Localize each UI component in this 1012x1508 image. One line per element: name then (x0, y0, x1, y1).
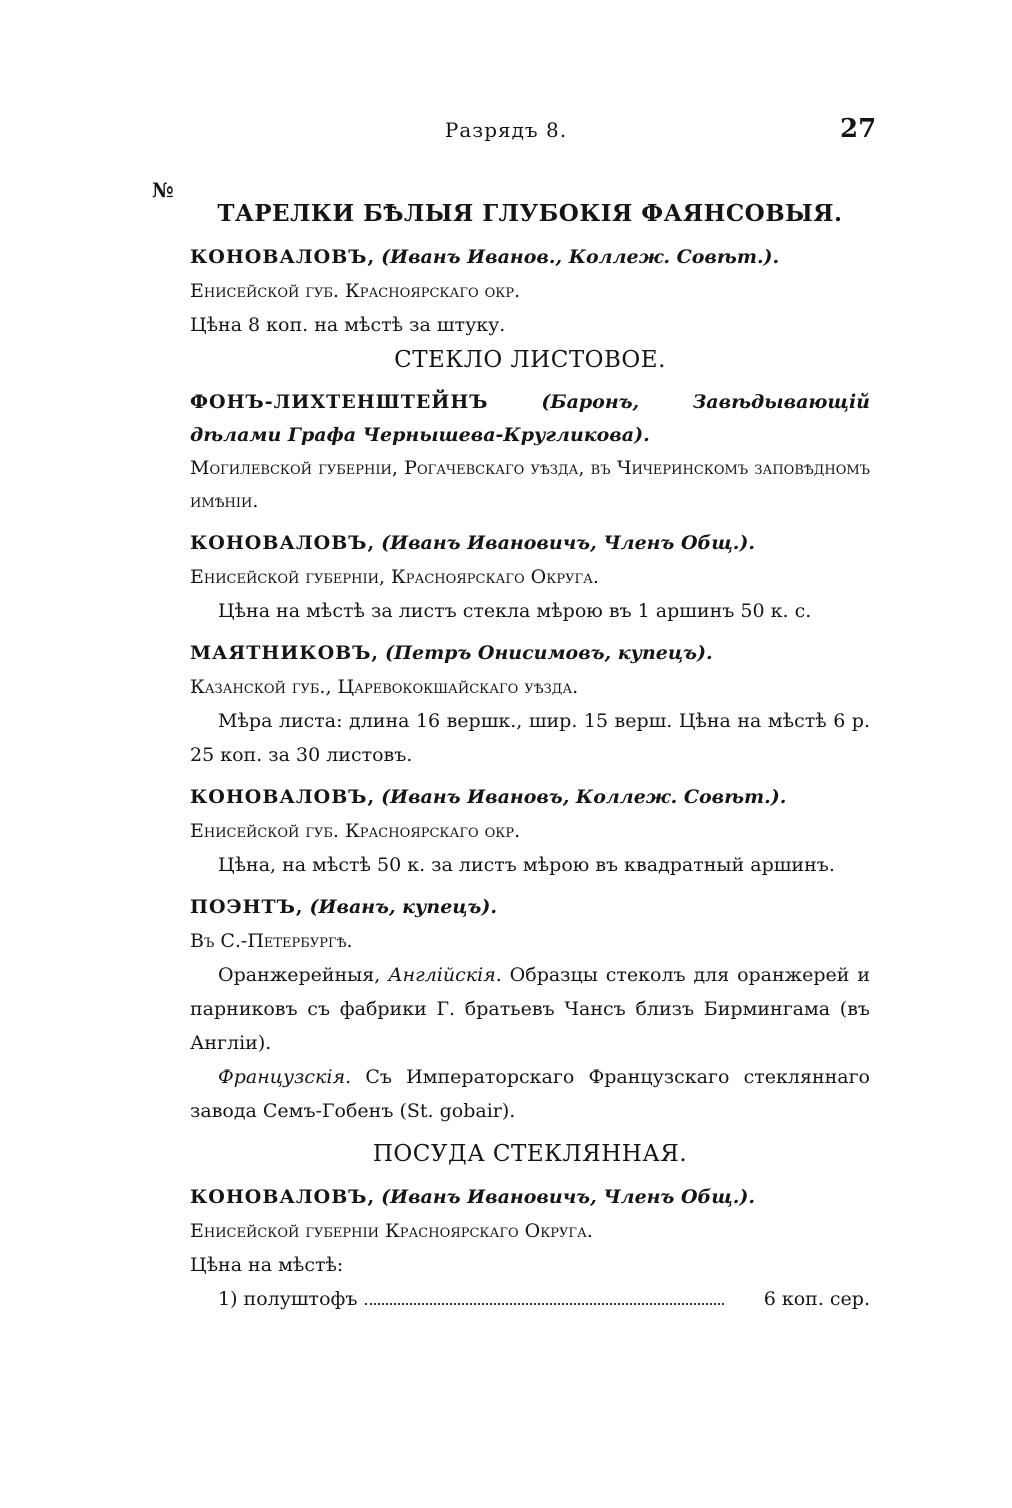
dot-leader (365, 1303, 723, 1305)
subnote-text: Съ Императорскаго Французскаго стекляннаго завода Семъ-Гобенъ (St. gobair). (190, 1066, 870, 1122)
exhibitor-desc: (Баронъ, Завѣдывающій дѣлами Графа Чернышева-Кругликова). (190, 391, 870, 446)
entry-heading (190, 636, 870, 670)
entry-heading (190, 780, 870, 814)
exhibitor-desc: (Петръ Онисимовъ, купецъ). (385, 642, 713, 664)
page-body (190, 196, 870, 1316)
entry-note: Мѣра листа: длина 16 вершк., шир. 15 верш. Цѣна на мѣстѣ 6 р. 25 коп. за 30 листовъ. (190, 710, 870, 766)
exhibitor-name: ФОНЪ-ЛИХТЕНШТЕЙНЪ (190, 391, 489, 413)
exhibitor-place: Енисейской губерніи Красноярскаго Округа. (190, 1220, 593, 1242)
exhibitor-place: Въ С.-Петербургѣ. (190, 930, 353, 952)
entry-subnote (190, 958, 870, 1060)
exhibitor-name: КОНОВАЛОВЪ, (190, 786, 376, 808)
entry-heading (190, 386, 870, 452)
entry-heading (190, 240, 870, 274)
subnote-label: Оранжерейныя, (218, 964, 381, 986)
exhibitor-desc: (Иванъ Ивановичъ, Членъ Общ.). (381, 532, 755, 554)
subnote-text: Образцы стеколъ для оранжерей и парниковъ съ фабрики Г. братьевъ Чансъ близъ Бирмингама (въ Англіи). (190, 964, 870, 1054)
entry-note: Цѣна 8 коп. на мѣстѣ за штуку. (190, 314, 506, 336)
entry-heading (190, 1180, 870, 1214)
exhibitor-name: ПОЭНТЪ, (190, 896, 304, 918)
section-title: ПОСУДА СТЕКЛЯННАЯ. (372, 1141, 688, 1167)
number-mark: № (152, 178, 174, 202)
exhibitor-place: Енисейской губерніи, Красноярскаго Округа. (190, 566, 599, 588)
subnote-label-italic: Англійскія. (388, 964, 502, 986)
exhibitor-name: МАЯТНИКОВЪ, (190, 642, 379, 664)
page-number: 27 (840, 114, 877, 144)
entry-heading (190, 890, 870, 924)
price-item-label: 1) полуштофъ (218, 1288, 358, 1310)
price-intro: Цѣна на мѣстѣ: (190, 1254, 344, 1276)
price-item-value: 6 коп. сер. (763, 1288, 870, 1310)
entry-heading (190, 526, 870, 560)
section-title: СТЕКЛО ЛИСТОВОЕ. (394, 347, 666, 373)
exhibitor-place: Енисейской губ. Красноярскаго окр. (190, 280, 521, 302)
exhibitor-place: Казанской губ., Царевококшайскаго уѣзда. (190, 676, 579, 698)
exhibitor-name: КОНОВАЛОВЪ, (190, 246, 376, 268)
entry-note: Цѣна, на мѣстѣ 50 к. за листъ мѣрою въ квадратный аршинъ. (218, 854, 835, 876)
entry-subnote (190, 1060, 870, 1128)
exhibitor-name: КОНОВАЛОВЪ, (190, 532, 376, 554)
exhibitor-desc: (Иванъ Ивановичъ, Членъ Общ.). (381, 1186, 755, 1208)
exhibitor-desc: (Иванъ Иванов., Коллеж. Совѣт.). (381, 246, 780, 268)
exhibitor-place: Могилевской губерніи, Рогачевскаго уѣзда, въ Чичеринскомъ заповѣдномъ имѣніи. (190, 457, 870, 512)
entry-note: Цѣна на мѣстѣ за листъ стекла мѣрою въ 1 аршинъ 50 к. с. (218, 600, 812, 622)
price-row (190, 1282, 870, 1316)
exhibitor-place: Енисейской губ. Красноярскаго окр. (190, 820, 521, 842)
subnote-label-italic: Французскія. (218, 1066, 352, 1088)
section-title: ТАРЕЛКИ БѢЛЫЯ ГЛУБОКІЯ ФАЯНСОВЫЯ. (217, 200, 843, 227)
exhibitor-desc: (Иванъ, купецъ). (309, 896, 497, 918)
exhibitor-desc: (Иванъ Ивановъ, Коллеж. Совѣт.). (381, 786, 787, 808)
running-head: Разрядъ 8. (444, 118, 568, 142)
exhibitor-name: КОНОВАЛОВЪ, (190, 1186, 376, 1208)
